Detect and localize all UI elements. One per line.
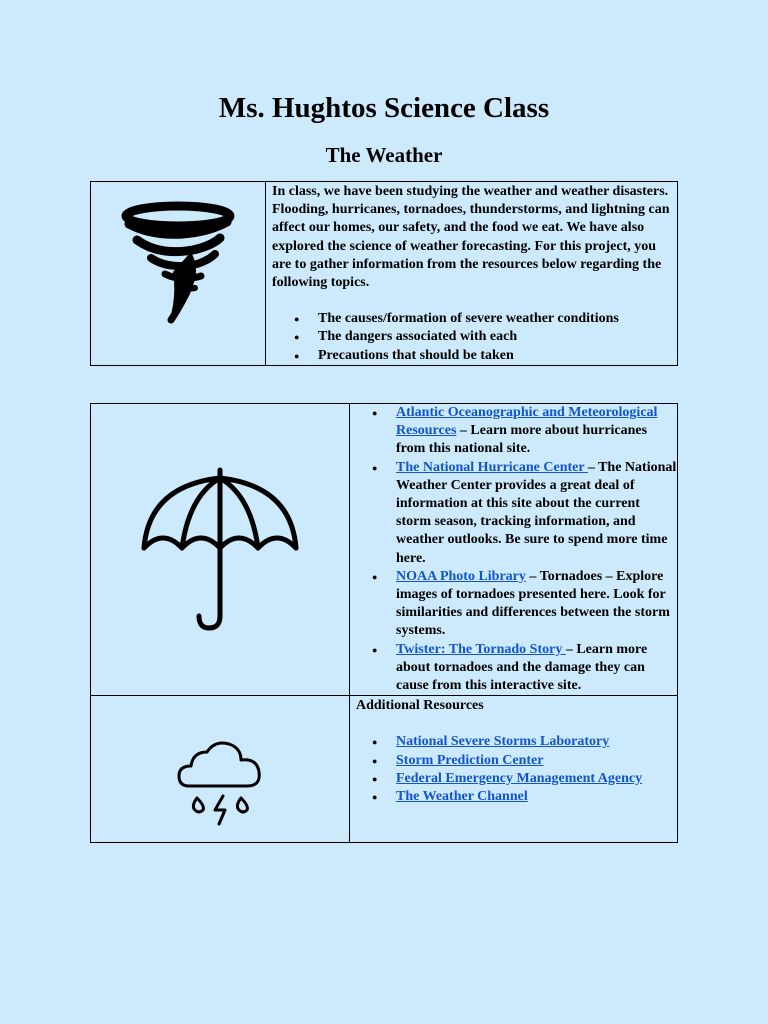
umbrella-icon <box>139 466 309 636</box>
list-item: ● The National Hurricane Center – The National Weather Center provides a great deal of information at this site about the current storm season, tracking information, and weather outlooks. Be sure to spend more time here. <box>350 459 677 568</box>
list-item <box>350 733 677 751</box>
additional-text-cell <box>350 696 678 843</box>
topic-list <box>272 310 671 365</box>
page-subtitle: The Weather <box>325 143 443 167</box>
resource-list <box>350 404 677 695</box>
list-item: ● Precautions that should be taken <box>272 347 671 365</box>
list-item: ● The causes/formation of severe weather conditions <box>272 310 671 328</box>
intro-text-cell <box>266 182 678 366</box>
resources-text-cell <box>350 404 678 696</box>
list-item <box>350 752 677 770</box>
intro-paragraph: In class, we have been studying the weather and weather disasters. Flooding, hurricanes, tornadoes, thunderstorms, and lightning can affect our homes, our safety, and the food we eat. We have also explored the science of weather forecasting. For this project, you are to gather information from the resources below regarding the following topics. <box>272 184 670 291</box>
page-title: Ms. Hughtos Science Class <box>218 92 550 124</box>
link-storm-prediction-center[interactable]: Storm Prediction Center <box>396 752 544 768</box>
resources-table <box>90 403 678 843</box>
thunderstorm-cloud-icon <box>177 740 267 830</box>
list-item: ● NOAA Photo Library – Tornadoes – Explore images of tornadoes presented here. Look for similarities and differences between the storm systems. <box>350 568 677 641</box>
link-atlantic-oceanographic[interactable]: Atlantic Oceanographic and Meteorological Resources <box>396 405 658 439</box>
intro-icon-cell <box>91 182 266 366</box>
link-fema[interactable]: Federal Emergency Management Agency <box>396 770 643 786</box>
link-national-severe-storms-laboratory[interactable]: National Severe Storms Laboratory <box>396 734 610 750</box>
list-item <box>350 770 677 788</box>
resources-icon-cell <box>91 404 350 696</box>
list-item: ● Twister: The Tornado Story – Learn more about tornadoes and the damage they can cause from this interactive site. <box>350 641 677 696</box>
link-twister-tornado-story[interactable]: Twister: The Tornado Story <box>396 641 566 657</box>
list-item: ● The dangers associated with each <box>272 328 671 346</box>
tornado-icon <box>121 200 241 330</box>
additional-heading: Additional Resources <box>356 698 484 714</box>
link-weather-channel[interactable]: The Weather Channel <box>396 789 528 805</box>
additional-link-list <box>350 733 677 806</box>
intro-table <box>90 181 678 366</box>
additional-icon-cell <box>91 696 350 843</box>
list-item <box>350 788 677 806</box>
link-national-hurricane-center[interactable]: The National Hurricane Center <box>396 459 588 475</box>
list-item: ● Atlantic Oceanographic and Meteorological Resources – Learn more about hurricanes from this national site. <box>350 404 677 459</box>
link-noaa-photo-library[interactable]: NOAA Photo Library <box>396 568 526 584</box>
